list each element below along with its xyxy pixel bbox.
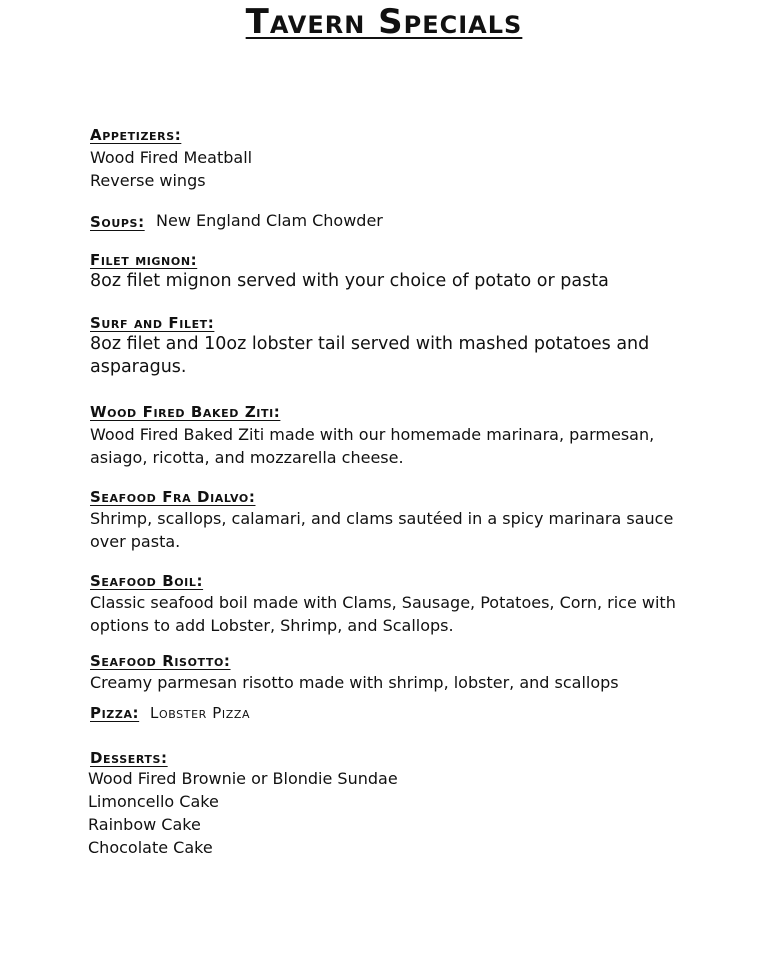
desserts-heading: Desserts: — [90, 749, 168, 767]
appetizers-heading: Appetizers: — [90, 126, 182, 144]
description-line: 8oz filet mignon served with your choice of potato or pasta — [90, 271, 609, 291]
description-line: asiago, ricotta, and mozzarella cheese. — [90, 448, 404, 467]
description-line: options to add Lobster, Shrimp, and Scallops. — [90, 616, 454, 635]
page-title-text: Tavern Specials — [245, 2, 523, 42]
soups-heading: Soups: — [90, 213, 145, 231]
seafood-boil-description — [90, 591, 676, 637]
list-item: Wood Fired Brownie or Blondie Sundae — [88, 769, 398, 788]
description-line: Creamy parmesan risotto made with shrimp, lobster, and scallops — [90, 673, 619, 692]
pizza-text: Lobster Pizza — [150, 704, 251, 722]
list-item: Chocolate Cake — [88, 838, 213, 857]
page-title — [0, 2, 768, 42]
description-line: 8oz filet and 10oz lobster tail served with mashed potatoes and — [90, 334, 650, 354]
desserts-list — [88, 767, 398, 859]
surf-and-filet-description — [90, 333, 649, 379]
list-item: Wood Fired Meatball — [90, 148, 253, 167]
list-item: Limoncello Cake — [88, 792, 219, 811]
description-line: Wood Fired Baked Ziti made with our homemade marinara, parmesan, — [90, 425, 655, 444]
description-line: Classic seafood boil made with Clams, Sausage, Potatoes, Corn, rice with — [90, 593, 676, 612]
surf-and-filet-heading: Surf and Filet: — [90, 314, 215, 332]
appetizers-list — [90, 146, 252, 192]
description-line: over pasta. — [90, 532, 181, 551]
list-item: Reverse wings — [90, 171, 206, 190]
seafood-risotto-heading: Seafood Risotto: — [90, 652, 231, 670]
filet-mignon-description — [90, 270, 609, 293]
baked-ziti-heading: Wood Fired Baked Ziti: — [90, 403, 281, 421]
fra-diavolo-heading: Seafood Fra Dialvo: — [90, 488, 256, 506]
baked-ziti-description — [90, 423, 654, 469]
list-item: Rainbow Cake — [88, 815, 201, 834]
seafood-risotto-description — [90, 671, 619, 694]
pizza-heading: Pizza: — [90, 704, 140, 722]
filet-mignon-heading: Filet mignon: — [90, 251, 198, 269]
description-line: Shrimp, scallops, calamari, and clams sautéed in a spicy marinara sauce — [90, 509, 674, 528]
fra-diavolo-description — [90, 507, 673, 553]
soups-text: New England Clam Chowder — [156, 211, 383, 230]
description-line: asparagus. — [90, 357, 187, 377]
seafood-boil-heading: Seafood Boil: — [90, 572, 204, 590]
